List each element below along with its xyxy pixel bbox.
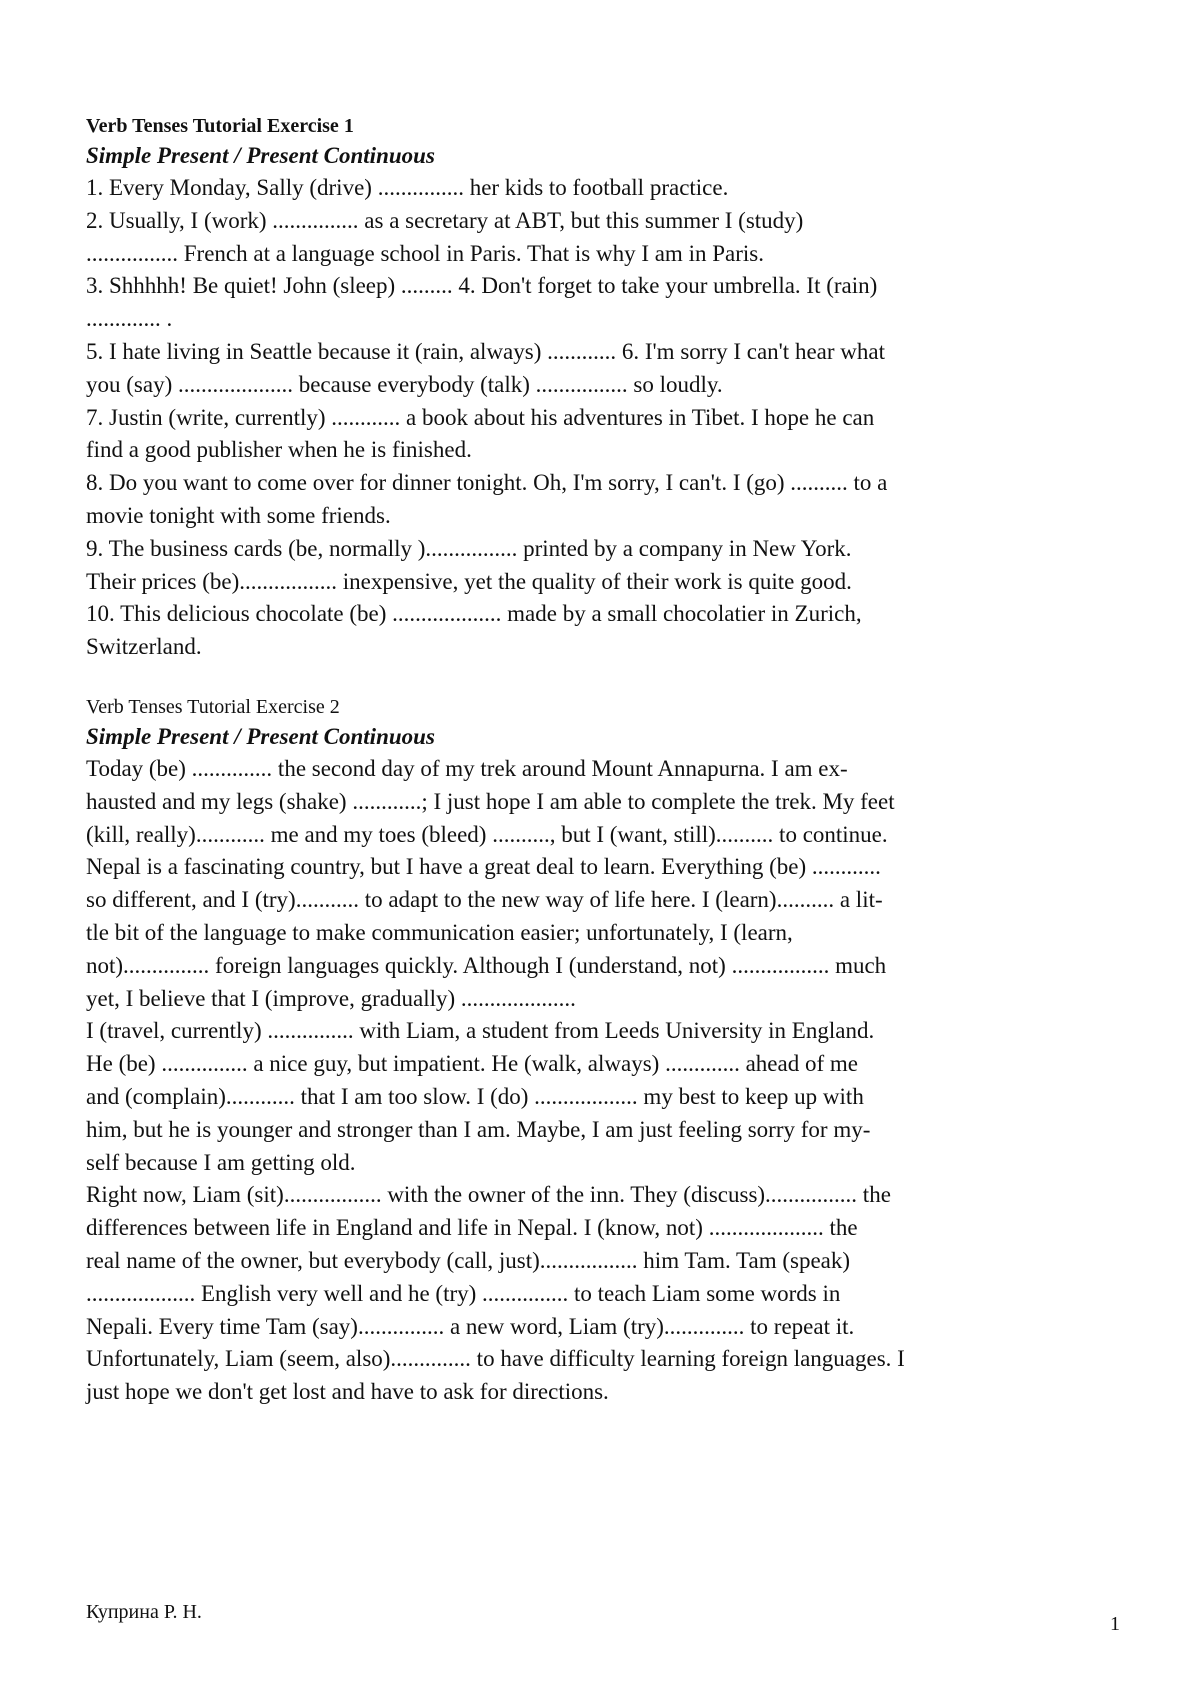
document-page — [86, 112, 1126, 1409]
exercise1-subtitle: Simple Present / Present Continuous — [86, 143, 435, 168]
section-spacer — [86, 664, 1126, 693]
exercise2-body — [86, 753, 1126, 1409]
exercise2-line: him, but he is younger and stronger than I am. Maybe, I am just feeling sorry for my- — [86, 1116, 871, 1142]
exercise1-line: 5. I hate living in Seattle because it (rain, always) ............ 6. I'm sorry I can't hear what — [86, 338, 885, 364]
exercise1-line: 8. Do you want to come over for dinner tonight. Oh, I'm sorry, I can't. I (go) .......... to a — [86, 470, 888, 496]
exercise2-line: He (be) ............... a nice guy, but impatient. He (walk, always) ............. ahead of me — [86, 1051, 858, 1077]
exercise2-line: Nepal is a fascinating country, but I have a great deal to learn. Everything (be) ............ — [86, 854, 881, 880]
exercise2-line: Today (be) .............. the second day of my trek around Mount Annapurna. I am ex- — [86, 755, 848, 781]
exercise2-line: differences between life in England and life in Nepal. I (know, not) .................... the — [86, 1215, 858, 1241]
exercise2-line: I (travel, currently) ............... with Liam, a student from Leeds University in England. — [86, 1018, 875, 1044]
exercise2-line: self because I am getting old. — [86, 1149, 356, 1175]
exercise2-line: Nepali. Every time Tam (say)............... a new word, Liam (try).............. to repeat it. — [86, 1313, 855, 1339]
exercise2-line: ................... English very well and he (try) ............... to teach Liam some words in — [86, 1280, 841, 1306]
exercise1-line: movie tonight with some friends. — [86, 502, 391, 528]
exercise2-line: (kill, really)............ me and my toes (bleed) .........., but I (want, still).......... to continue. — [86, 821, 888, 847]
exercise1-title: Verb Tenses Tutorial Exercise 1 — [86, 115, 354, 137]
footer-author: Куприна Р. Н. — [86, 1601, 202, 1623]
exercise1-line: ................ French at a language school in Paris. That is why I am in Paris. — [86, 240, 764, 266]
exercise1-line: 7. Justin (write, currently) ............ a book about his adventures in Tibet. I hope he can — [86, 404, 875, 430]
exercise1-line: find a good publisher when he is finished. — [86, 437, 472, 463]
exercise1-line: Their prices (be)................. inexpensive, yet the quality of their work is quite good. — [86, 568, 852, 594]
exercise2-line: not)............... foreign languages quickly. Although I (understand, not) ................. much — [86, 952, 887, 978]
exercise2-line: just hope we don't get lost and have to ask for directions. — [86, 1379, 609, 1405]
exercise2-line: Unfortunately, Liam (seem, also).............. to have difficulty learning foreign languages. I — [86, 1346, 905, 1372]
exercise1-line: 2. Usually, I (work) ............... as a secretary at ABT, but this summer I (study) — [86, 207, 804, 233]
exercise2-line: and (complain)............ that I am too slow. I (do) .................. my best to keep up with — [86, 1083, 864, 1109]
exercise2-line: tle bit of the language to make communication easier; unfortunately, I (learn, — [86, 919, 793, 945]
exercise1-line: 10. This delicious chocolate (be) ................... made by a small chocolatier in Zurich, — [86, 601, 862, 627]
exercise1-line: 9. The business cards (be, normally )................ printed by a company in New York. — [86, 535, 852, 561]
exercise1-line: 3. Shhhhh! Be quiet! John (sleep) ......... 4. Don't forget to take your umbrella. It (rain) — [86, 273, 878, 299]
exercise2-line: Right now, Liam (sit)................. with the owner of the inn. They (discuss)................ the — [86, 1182, 891, 1208]
exercise2-subtitle: Simple Present / Present Continuous — [86, 723, 435, 749]
exercise2-line: so different, and I (try)........... to adapt to the new way of life here. I (learn).......... a lit- — [86, 887, 883, 913]
exercise2-line: yet, I believe that I (improve, gradually) .................... — [86, 985, 576, 1011]
exercise2-title: Verb Tenses Tutorial Exercise 2 — [86, 695, 340, 718]
exercise1-line: 1. Every Monday, Sally (drive) ............... her kids to football practice. — [86, 175, 729, 200]
exercise2-line: real name of the owner, but everybody (call, just)................. him Tam. Tam (speak) — [86, 1247, 851, 1273]
exercise1-body — [86, 172, 1126, 664]
exercise2-line: hausted and my legs (shake) ............; I just hope I am able to complete the trek. My feet — [86, 788, 895, 814]
exercise1-line: ............. . — [86, 306, 173, 332]
exercise1-line: you (say) .................... because everybody (talk) ................ so loudly. — [86, 371, 723, 397]
page-number: 1 — [1110, 1613, 1120, 1635]
exercise1-line: Switzerland. — [86, 634, 202, 660]
